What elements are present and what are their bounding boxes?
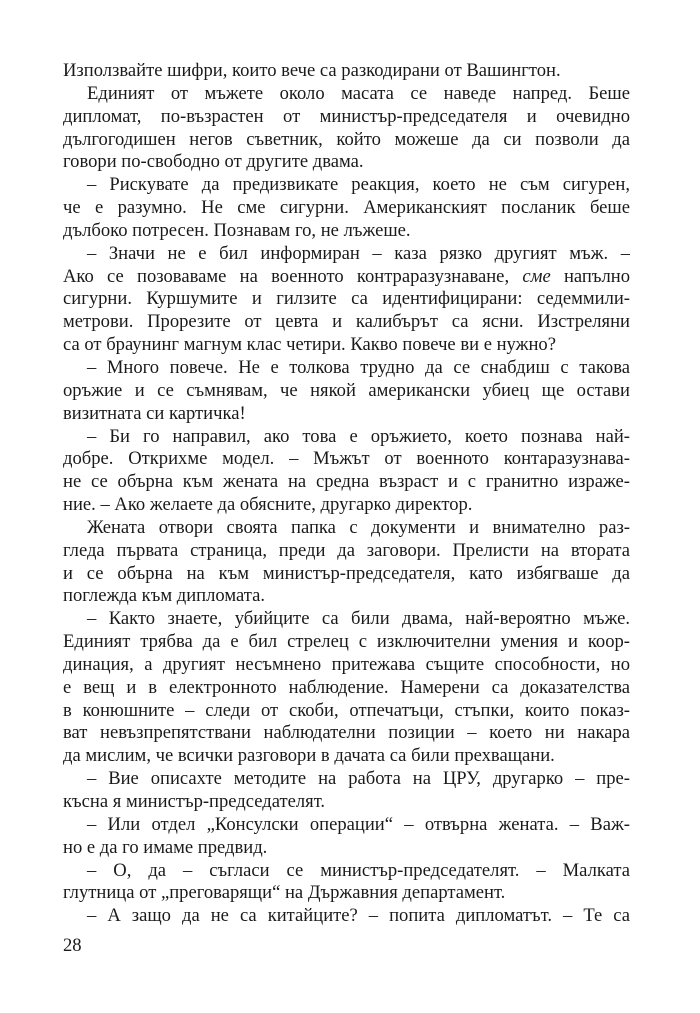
emphasized-word: сме [522,265,551,287]
text-line: – Както знаете, убийците са били двама, най-вероятно мъже. [87,608,630,630]
text-line: – А защо да не са китайците? – попита дипломатът. – Те са [87,905,630,927]
text-line: дипломат, по-възрастен от министър-председателя и очевидно [63,105,630,127]
text-line: но е да го имаме предвид. [63,836,268,858]
text-line: да мислим, че всички разговори в дачата са били прехващани. [63,745,555,767]
text-line: и се обърна на към министър-председателя, като избягваше да [63,562,630,584]
text-line: метрови. Прорезите от цевта и калибърът са ясни. Изстреляни [63,311,630,333]
text-line: са от браунинг магнум клас четири. Какво повече ви е нужно? [63,334,556,356]
text-line: ние. – Ако желаете да обясните, другарко директор. [63,494,473,516]
text-line: е вещ и в електронното наблюдение. Намерени са доказателства [63,676,630,698]
text-line: – Би го направил, ако това е оръжието, което познава най- [87,425,630,447]
body-text [63,60,630,928]
text-line: че е разумно. Не сме сигурни. Американският посланик беше [63,197,630,219]
text-line: Единият от мъжете около масата се наведе напред. Беше [87,82,630,104]
text-line: гледа първата страница, преди да заговори. Прелисти на втората [63,539,630,561]
text-line: глутница от „преговарящи“ на Държавния департамент. [63,882,506,904]
text-line: дълбоко потресен. Познавам го, не лъжеше. [63,219,411,241]
text-line: визитната си картичка! [63,402,246,424]
text-line: оръжие и се съмнявам, че някой американски убиец ще остави [63,379,630,401]
text-line: не се обърна към жената на средна възраст и с гранитно израже- [63,471,630,493]
text-line: – Значи не е бил информиран – каза рязко другият мъж. – [87,242,630,264]
text-line: поглежда към дипломата. [63,585,265,607]
text-line: сигурни. Куршумите и гилзите са идентифицирани: седеммили- [63,288,630,310]
text-line: Единият трябва да е бил стрелец с изключителни умения и коор- [63,631,630,653]
text-line [63,266,630,289]
text-line: динация, а другият несъмнено притежава същите способности, но [63,653,630,675]
page-number: 28 [63,935,82,956]
text-line: ват невъзпрепятствани наблюдателни позиции – което ни накара [63,722,630,744]
text-segment: напълно [550,265,630,287]
text-segment: Ако се позоваваме на военното контраразузнаване, [63,265,523,287]
text-line: дългогодишен негов съветник, който можеше да си позволи да [63,128,630,150]
text-line: – Или отдел „Консулски операции“ – отвърна жената. – Важ- [87,813,630,835]
text-line: в конюшните – следи от скоби, отпечатъци, стъпки, които показ- [63,699,630,721]
text-line: Жената отвори своята папка с документи и внимателно раз- [87,516,630,538]
text-line: – Рискувате да предизвикате реакция, което не съм сигурен, [87,174,630,196]
text-line: – Вие описахте методите на работа на ЦРУ, другарко – пре- [87,768,630,790]
text-line: – О, да – съгласи се министър-председателят. – Малката [87,859,630,881]
text-line: добре. Открихме модел. – Мъжът от военното контаразузнава- [63,448,630,470]
text-line: късна я министър-председателят. [63,791,326,812]
text-line: Използвайте шифри, които вече са разкодирани от Вашингтон. [63,60,561,81]
text-line: говори по-свободно от другите двама. [63,151,364,173]
text-line: – Много повече. Не е толкова трудно да се снабдиш с такова [87,356,630,378]
